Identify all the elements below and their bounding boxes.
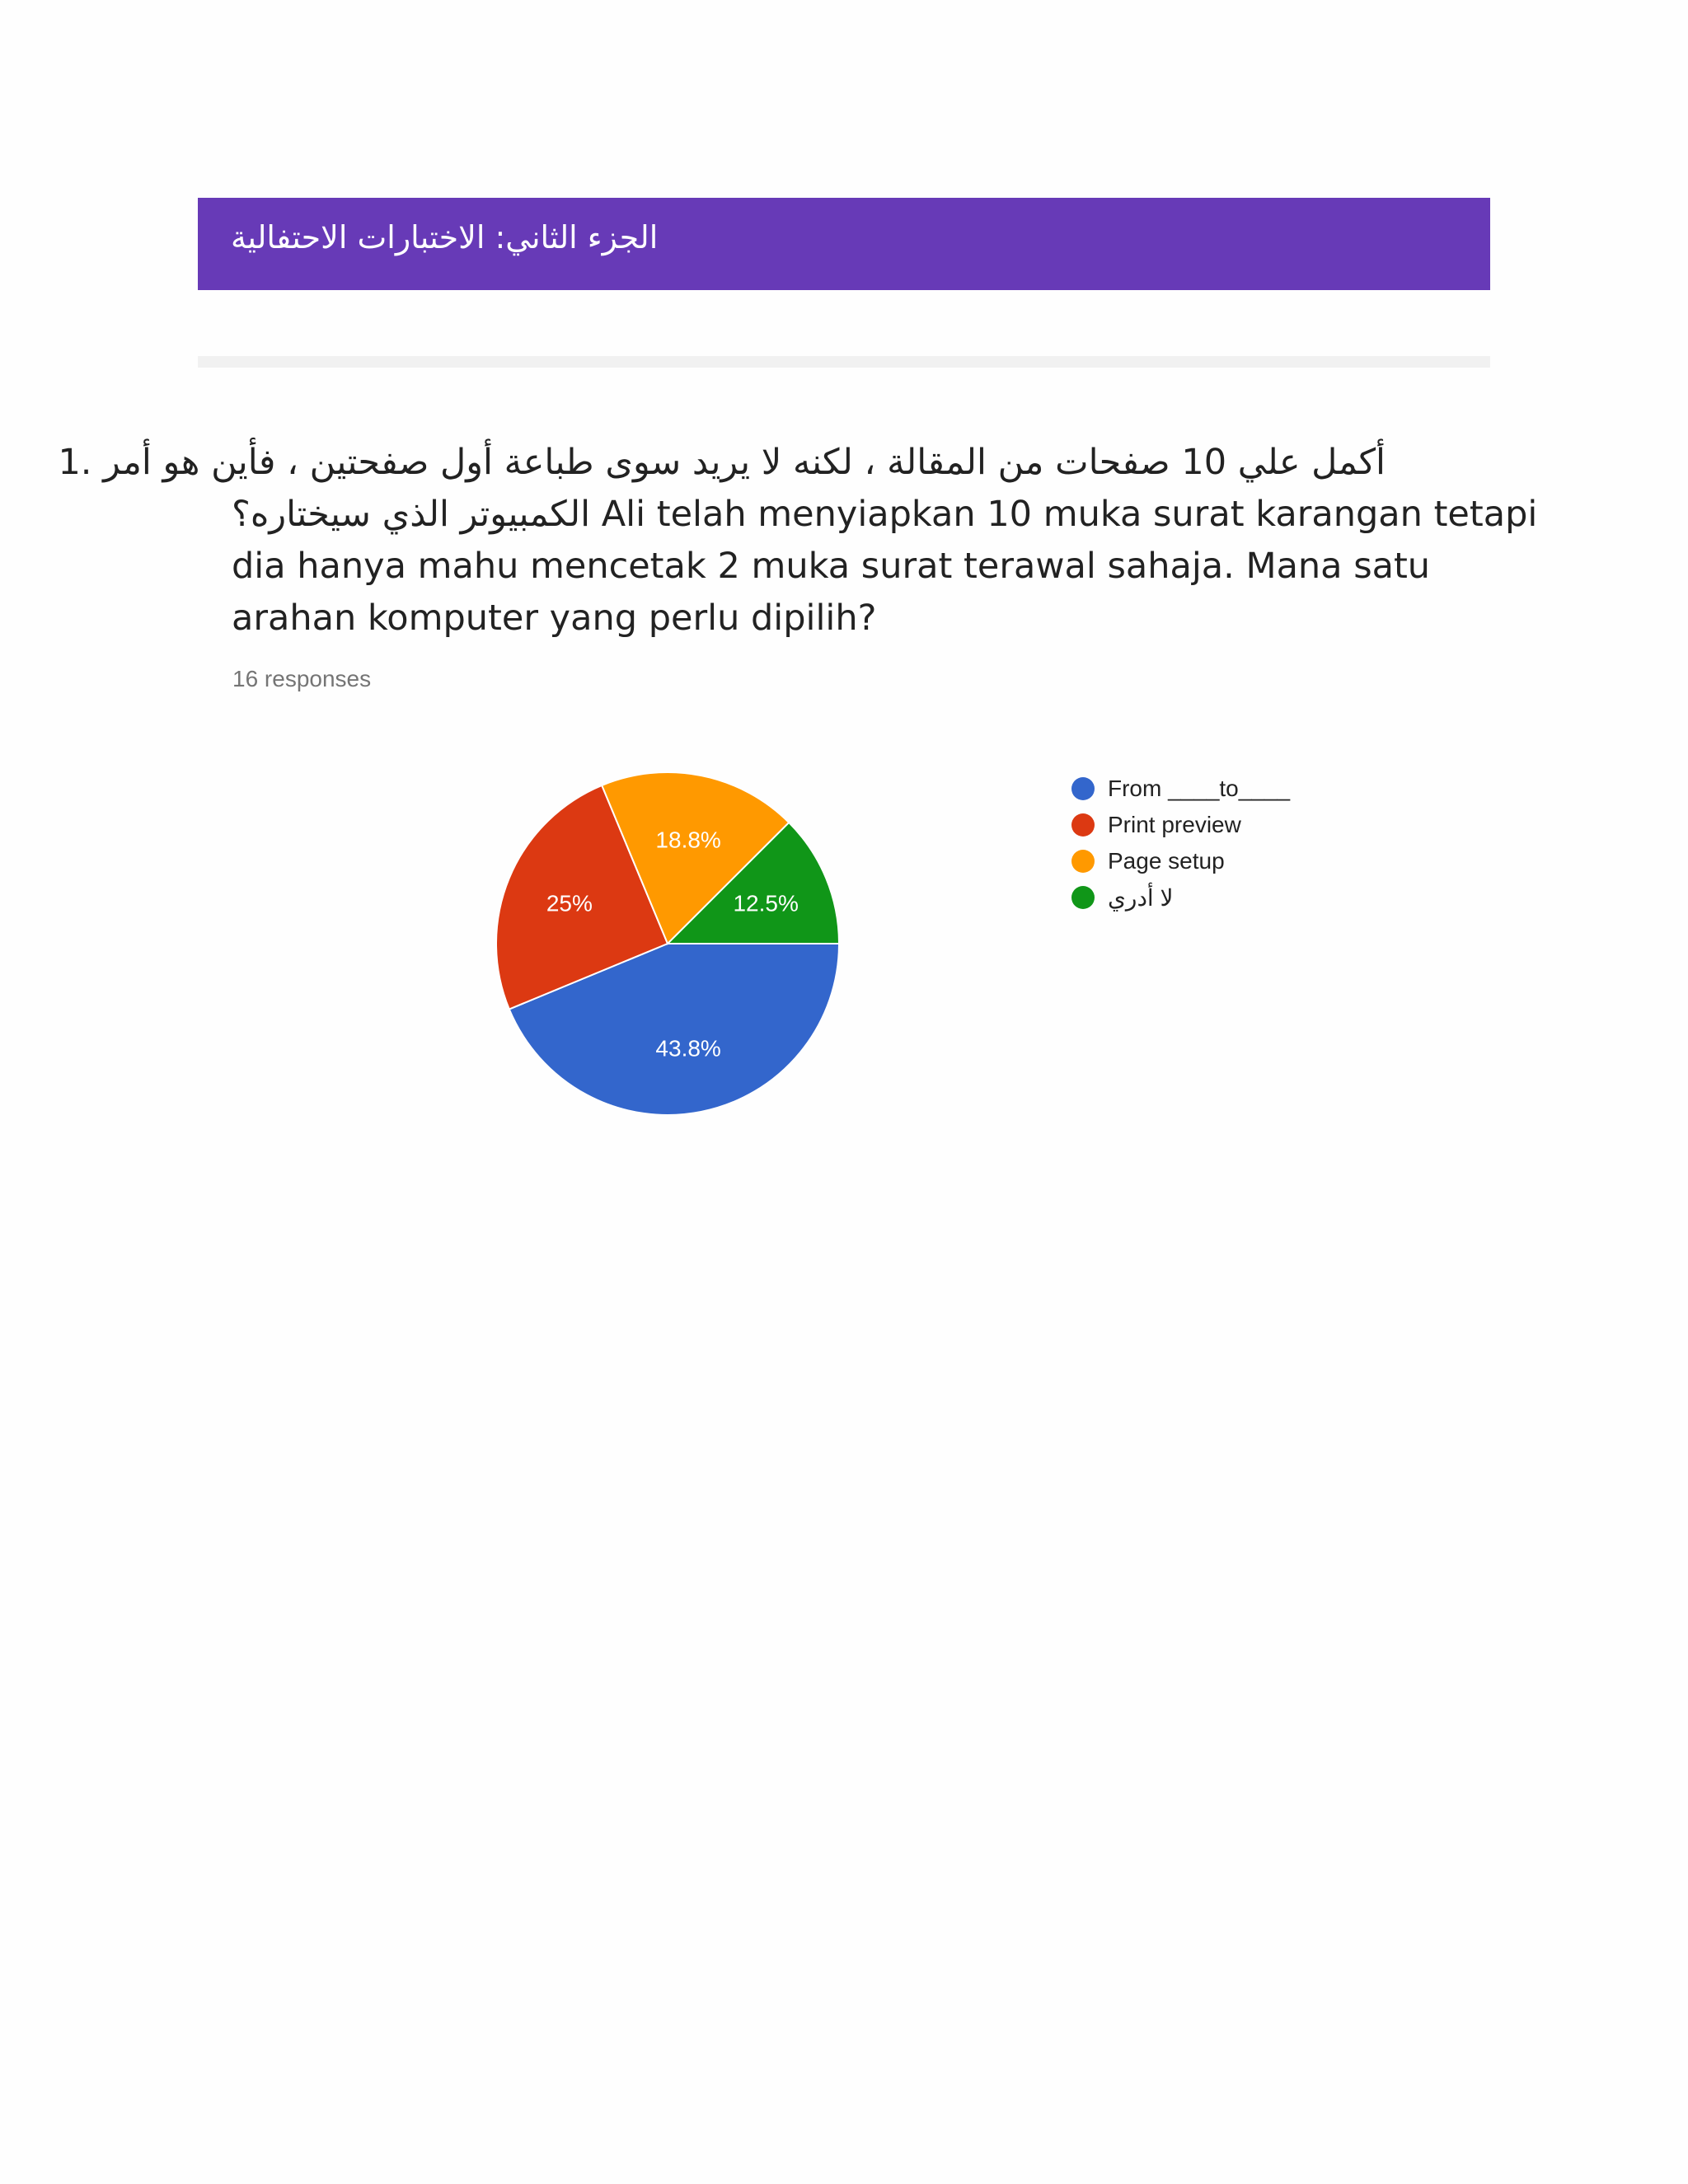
pie-slice-label-4: 12.5% bbox=[733, 890, 799, 916]
legend-label-3: Page setup bbox=[1108, 848, 1225, 874]
legend-swatch-4 bbox=[1071, 886, 1095, 909]
pie-slice-label-3: 18.8% bbox=[655, 827, 721, 853]
legend-swatch-1 bbox=[1071, 777, 1095, 800]
chart-legend bbox=[1071, 771, 1290, 916]
pie-chart bbox=[445, 742, 890, 1170]
divider bbox=[198, 356, 1490, 368]
legend-swatch-2 bbox=[1071, 813, 1095, 837]
legend-label-2: Print preview bbox=[1108, 812, 1241, 837]
legend-label-4: لا أدري bbox=[1108, 884, 1174, 911]
pie-slice-label-1: 43.8% bbox=[655, 1035, 721, 1062]
legend-label-1: From ____to____ bbox=[1108, 776, 1291, 801]
legend-item-2 bbox=[1071, 807, 1290, 843]
section-title: الجزء الثاني: الاختبارات الاحتفالية bbox=[231, 219, 659, 255]
question-line-1-text: أكمل علي 10 صفحات من المقالة ، لكنه لا يريد سوى طباعة أول صفحتين ، فأين هو أمر .1 bbox=[58, 442, 1386, 483]
question-line-2-malay: Ali telah menyiapkan 10 muka surat karangan tetapi bbox=[590, 494, 1538, 535]
responses-count: 16 responses bbox=[232, 666, 372, 691]
legend-item-1 bbox=[1071, 771, 1290, 807]
question-line-1 bbox=[58, 437, 1451, 489]
question-line-4: arahan komputer yang perlu dipilih? bbox=[232, 598, 877, 639]
question-line-2-arabic: الكمبيوتر الذي سيختاره؟ bbox=[232, 494, 591, 535]
pie-slice-label-2: 25% bbox=[546, 890, 593, 916]
section-header bbox=[198, 198, 1490, 290]
question-line-3: dia hanya mahu mencetak 2 muka surat terawal sahaja. Mana satu bbox=[232, 546, 1431, 587]
legend-swatch-3 bbox=[1071, 850, 1095, 873]
legend-item-4 bbox=[1071, 879, 1290, 916]
question-title bbox=[58, 437, 1538, 644]
question-line-2 bbox=[232, 489, 1538, 541]
legend-item-3 bbox=[1071, 843, 1290, 879]
